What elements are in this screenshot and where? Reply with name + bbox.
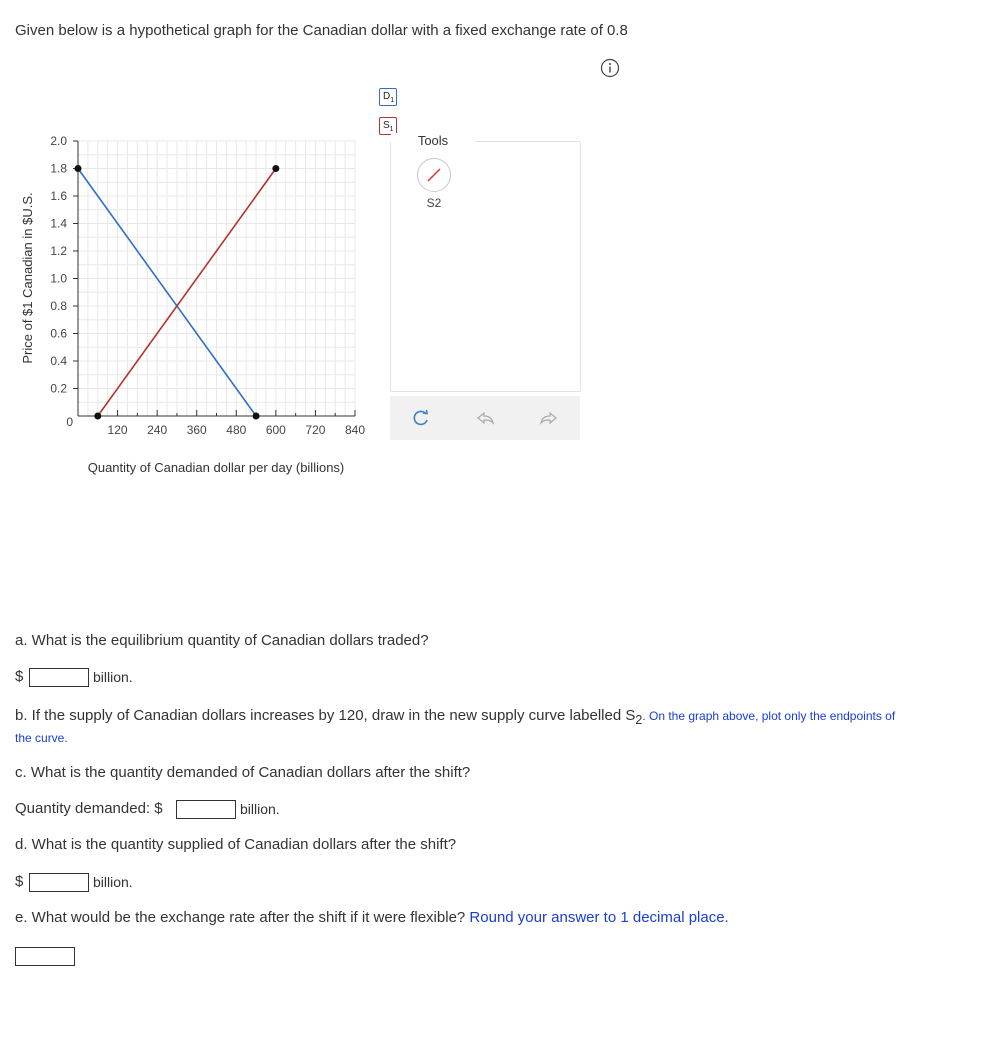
question-e-hint: Round your answer to 1 decimal place. <box>469 909 729 926</box>
question-b <box>15 707 990 727</box>
answer-d-prefix: $ <box>15 873 24 890</box>
x-tick-labels <box>108 423 366 437</box>
y-tick-label: 0.8 <box>50 299 67 313</box>
legend-s1-sub: 1 <box>389 126 394 133</box>
legend-d1-sub: 1 <box>390 97 395 104</box>
reset-icon[interactable] <box>410 407 432 429</box>
answer-c-prefix: Quantity demanded: $ <box>15 800 163 817</box>
question-d: d. What is the quantity supplied of Canadian dollars after the shift? <box>15 836 457 853</box>
x-tick-label: 600 <box>265 423 286 437</box>
y-axis-label: Price of $1 Canadian in $U.S. <box>20 192 35 364</box>
legend-s1-label: S <box>383 120 390 131</box>
x-axis-label: Quantity of Canadian dollar per day (billions) <box>87 460 345 475</box>
undo-icon[interactable] <box>474 407 496 429</box>
y-tick-labels <box>50 134 73 429</box>
s1-endpoint[interactable] <box>272 165 279 172</box>
x-tick-label: 360 <box>186 423 207 437</box>
y-tick-label: 2.0 <box>50 134 67 148</box>
y-tick-label: 1.4 <box>50 216 67 231</box>
answer-a-input[interactable] <box>29 668 89 687</box>
x-tick-label: 240 <box>147 423 168 437</box>
question-b-sub: 2 <box>635 713 643 727</box>
answer-c-input[interactable] <box>176 800 236 819</box>
question-c: c. What is the quantity demanded of Canadian dollars after the shift? <box>15 764 471 781</box>
y-tick-label: 0.6 <box>50 326 67 341</box>
y-tick-label: 0.4 <box>50 354 67 368</box>
answer-a-prefix: $ <box>15 668 24 685</box>
redo-icon[interactable] <box>538 407 560 429</box>
question-b-hint-line2: the curve. <box>15 731 68 745</box>
legend-d1-label: D <box>383 91 391 102</box>
question-b-hint: . On the graph above, plot only the endpoints of <box>642 709 896 723</box>
tools-toolbar <box>390 396 580 440</box>
info-icon[interactable] <box>600 58 620 78</box>
answer-a-suffix: billion. <box>93 669 133 685</box>
tools-panel <box>390 133 581 392</box>
y-tick-label: 0 <box>66 415 73 429</box>
y-tick-label: 1.2 <box>50 244 67 258</box>
y-tick-label: 1.8 <box>50 161 67 176</box>
answer-d-suffix: billion. <box>93 874 133 890</box>
question-b-text: b. If the supply of Canadian dollars increases by 120, draw in the new supply curve labelled S <box>15 707 636 724</box>
y-tick-label: 1.0 <box>50 271 67 286</box>
question-a: a. What is the equilibrium quantity of Canadian dollars traded? <box>15 632 429 649</box>
x-tick-label: 720 <box>305 423 326 437</box>
answer-c-suffix: billion. <box>240 801 280 817</box>
y-tick-label: 0.2 <box>50 381 67 396</box>
s1-endpoint[interactable] <box>94 413 101 420</box>
d1-endpoint[interactable] <box>75 165 82 172</box>
line-tool-icon <box>418 159 450 191</box>
x-tick-label: 120 <box>107 423 128 437</box>
question-e-text: e. What would be the exchange rate after the shift if it were flexible? <box>15 909 466 926</box>
question-e <box>15 909 729 926</box>
answer-d-input[interactable] <box>29 873 89 892</box>
tools-title: Tools <box>391 133 475 148</box>
x-tick-label: 840 <box>344 423 366 437</box>
legend-d1[interactable] <box>379 88 397 106</box>
y-tick-label: 1.6 <box>50 189 67 203</box>
grid <box>78 141 355 416</box>
d1-endpoint[interactable] <box>253 413 260 420</box>
intro-text: Given below is a hypothetical graph for the Canadian dollar with a fixed exchange rate of 0.8 <box>15 22 628 39</box>
x-tick-label: 480 <box>226 423 247 437</box>
answer-e-input[interactable] <box>15 947 75 966</box>
s2-tool-label: S2 <box>426 196 442 210</box>
s2-line-tool[interactable] <box>417 158 451 192</box>
